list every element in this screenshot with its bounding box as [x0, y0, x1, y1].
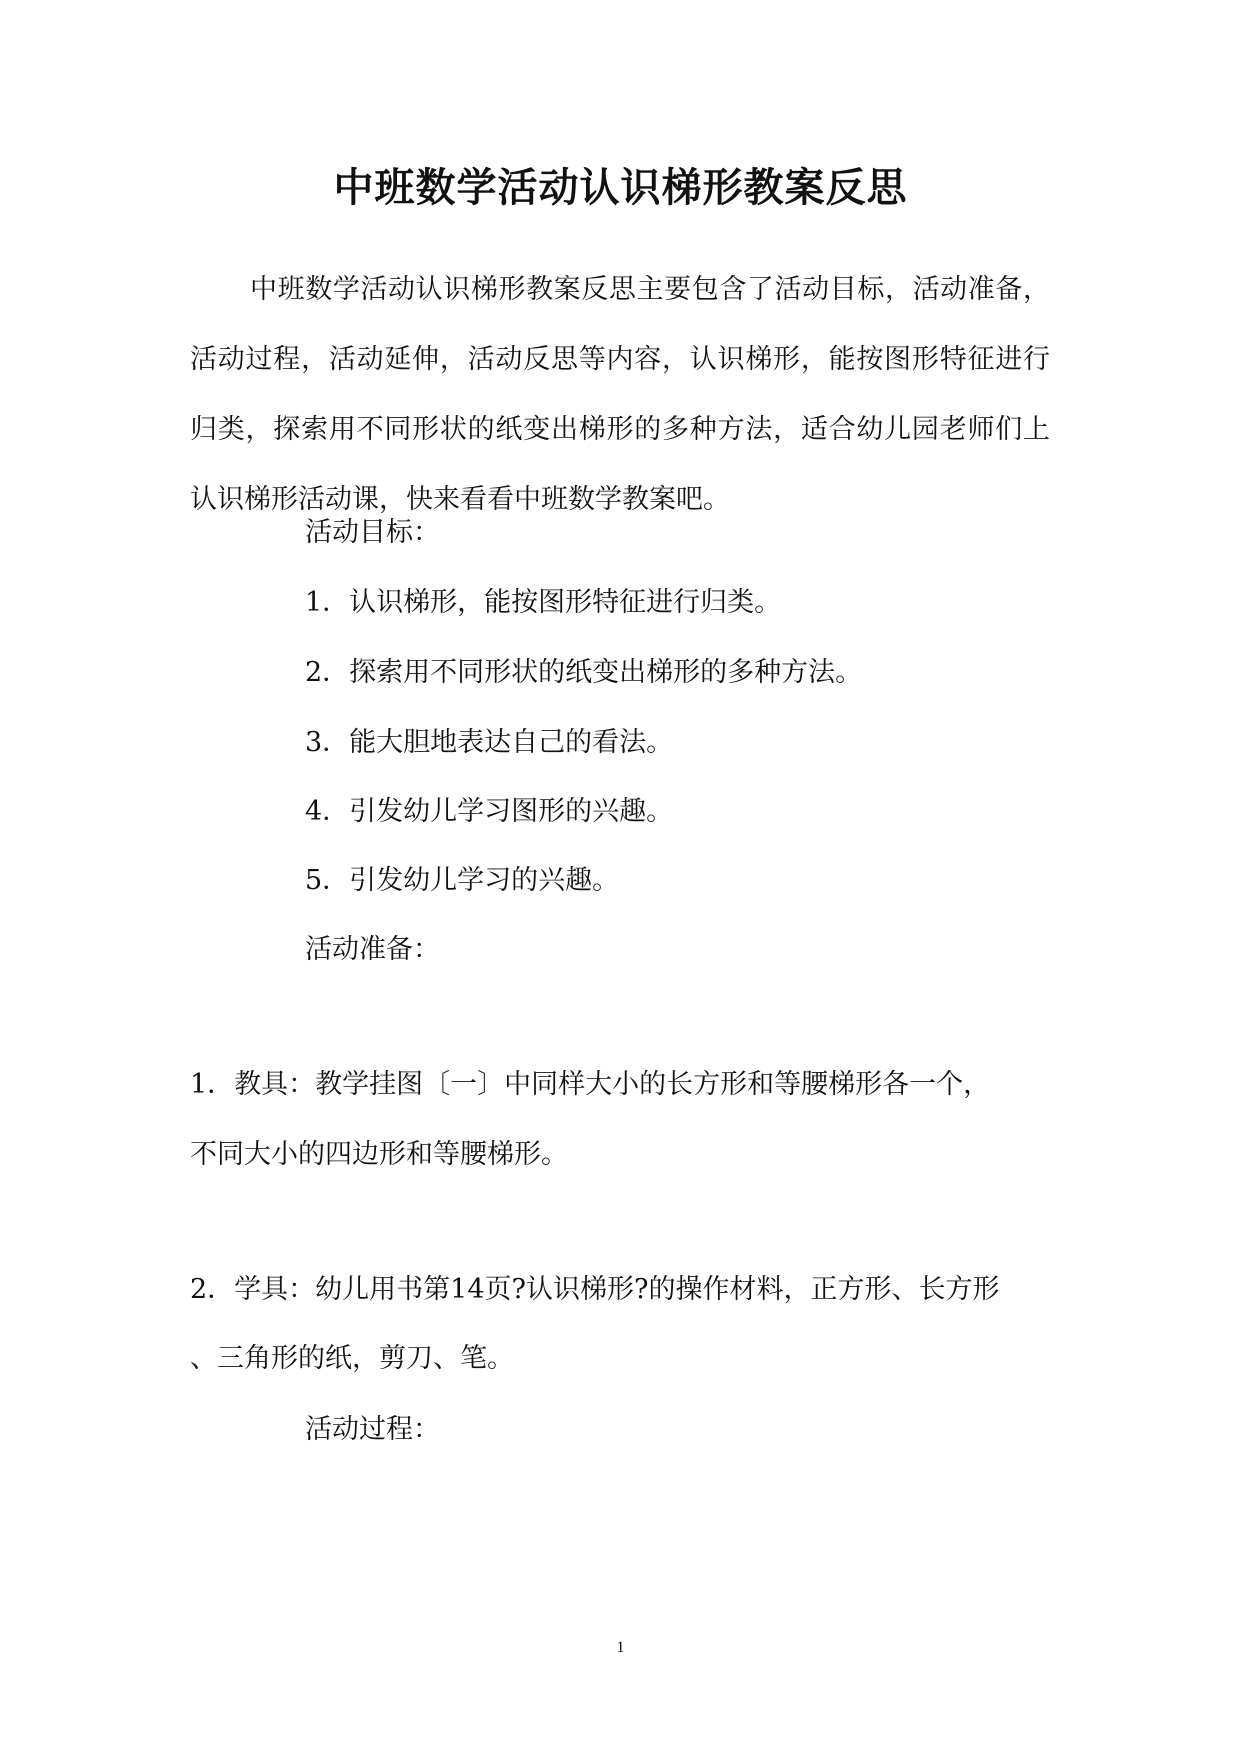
goal-item-4: 4．引发幼儿学习图形的兴趣。: [305, 796, 674, 827]
prep-item-2-line-2: 、三角形的纸，剪刀、笔。: [190, 1343, 514, 1374]
process-heading: 活动过程：: [305, 1414, 440, 1445]
intro-paragraph: 中班数学活动认识梯形教案反思主要包含了活动目标，活动准备，活动过程，活动延伸，活动反思等内容，认识梯形，能按图形特征进行归类，探索用不同形状的纸变出梯形的多种方法，适合幼儿园老师们上认识梯形活动课，快来看看中班数学教案吧。: [190, 274, 1050, 515]
goal-item-5: 5．引发幼儿学习的兴趣。: [305, 865, 620, 896]
prep-heading: 活动准备：: [305, 934, 440, 965]
goal-item-1: 1．认识梯形，能按图形特征进行归类。: [305, 587, 782, 618]
prep-item-1-line-1: 1．教具：教学挂图〔一〕中同样大小的长方形和等腰梯形各一个，: [190, 1069, 991, 1100]
prep-item-1-line-2: 不同大小的四边形和等腰梯形。: [190, 1139, 568, 1170]
goals-heading: 活动目标：: [305, 517, 440, 548]
goal-item-3: 3．能大胆地表达自己的看法。: [305, 727, 674, 758]
page-number: 1: [616, 1639, 625, 1656]
goal-item-2: 2．探索用不同形状的纸变出梯形的多种方法。: [305, 657, 863, 688]
document-title: 中班数学活动认识梯形教案反思: [333, 164, 908, 211]
prep-item-2-line-1: 2．学具：幼儿用书第14页?认识梯形?的操作材料，正方形、长方形: [190, 1274, 1000, 1305]
